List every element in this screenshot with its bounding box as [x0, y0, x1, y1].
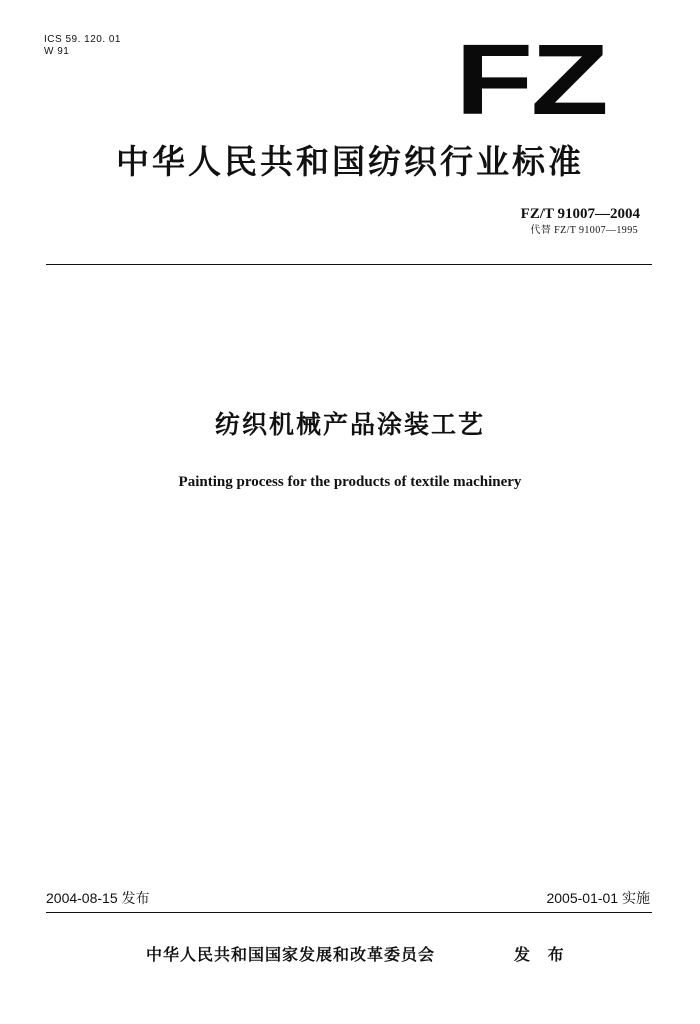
publish-label: 发 布 — [514, 945, 570, 964]
replaces-standard: 代替 FZ/T 91007—1995 — [530, 225, 638, 236]
standard-title: 中华人民共和国纺织行业标准 — [116, 142, 584, 181]
publisher-name: 中华人民共和国国家发展和改革委员会 — [146, 945, 436, 964]
category-code: W 91 — [44, 46, 70, 57]
implementation-date: 2005-01-01 实施 — [546, 890, 650, 906]
standard-number: FZ/T 91007—2004 — [520, 206, 640, 222]
top-divider — [46, 264, 652, 265]
classification-codes — [44, 34, 121, 58]
ics-code: ICS 59. 120. 01 — [44, 34, 121, 45]
document-title-chinese: 纺织机械产品涂装工艺 — [214, 410, 485, 439]
bottom-divider — [46, 912, 652, 913]
issue-date: 2004-08-15 发布 — [46, 890, 150, 906]
document-title-english: Painting process for the products of textile machinery — [178, 474, 522, 490]
fz-logo: FZ — [455, 24, 607, 136]
